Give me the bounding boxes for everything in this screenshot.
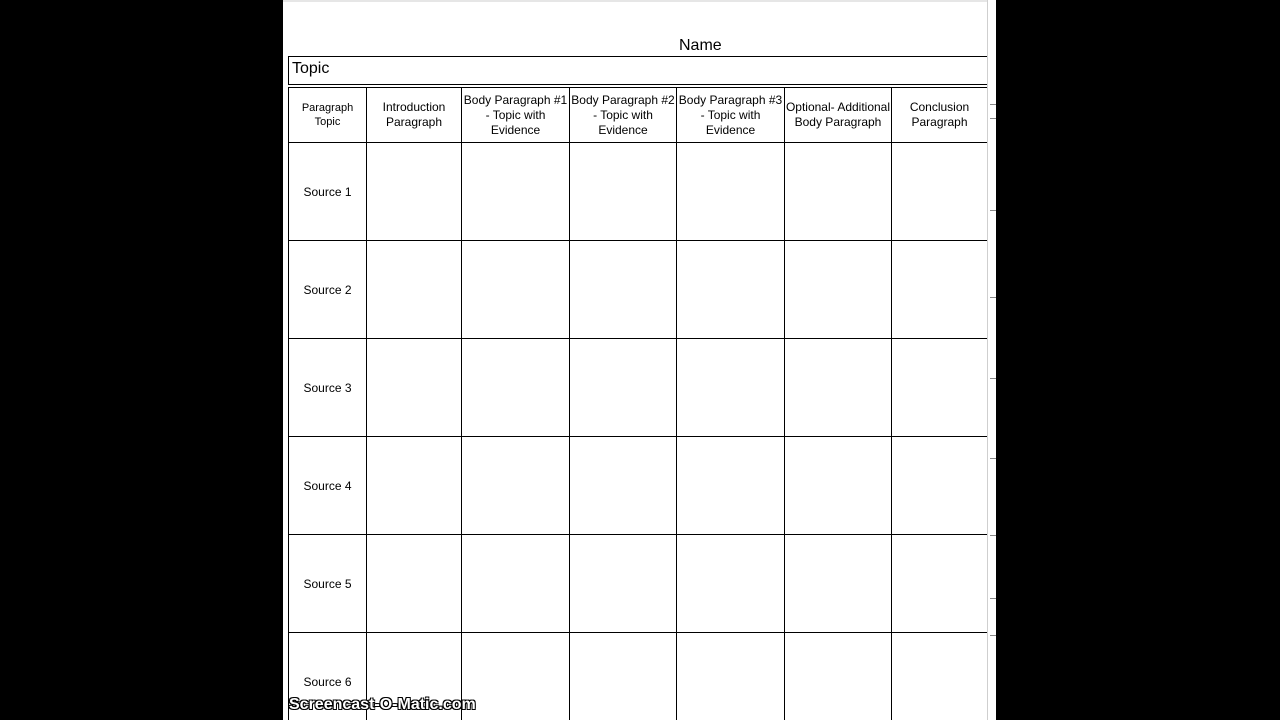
screencast-watermark: Screencast-O-Matic.com (289, 696, 476, 713)
edge-mark (990, 104, 996, 105)
header-conclusion-paragraph: Conclusion Paragraph (892, 88, 988, 143)
edge-mark (990, 297, 996, 298)
grid-cell (462, 437, 570, 535)
table-row (289, 241, 988, 339)
edge-mark (990, 378, 996, 379)
grid-cell (367, 437, 462, 535)
worksheet-page (283, 0, 996, 720)
grid-cell (892, 437, 988, 535)
grid-cell (677, 339, 785, 437)
grid-cell (785, 535, 892, 633)
row-label-source-5: Source 5 (289, 535, 367, 633)
table-row (289, 143, 988, 241)
grid-cell (677, 143, 785, 241)
table-row (289, 437, 988, 535)
grid-cell (570, 339, 677, 437)
header-introduction-paragraph: Introduction Paragraph (367, 88, 462, 143)
edge-mark (990, 210, 996, 211)
header-optional-additional-body: Optional- Additional Body Paragraph (785, 88, 892, 143)
grid-cell (570, 633, 677, 720)
grid-cell (677, 437, 785, 535)
grid-cell (462, 535, 570, 633)
grid-header-row (289, 88, 988, 143)
grid-cell (892, 535, 988, 633)
name-label: Name (679, 37, 722, 54)
header-body-paragraph-2: Body Paragraph #2 - Topic with Evidence (570, 88, 677, 143)
header-body-paragraph-3: Body Paragraph #3 - Topic with Evidence (677, 88, 785, 143)
grid-cell (892, 339, 988, 437)
grid-cell (462, 143, 570, 241)
grid-cell (785, 339, 892, 437)
grid-cell (892, 143, 988, 241)
grid-cell (785, 437, 892, 535)
topic-row (288, 56, 988, 85)
edge-mark (990, 598, 996, 599)
grid-cell (462, 241, 570, 339)
grid-cell (570, 437, 677, 535)
grid-cell (677, 633, 785, 720)
header-body-paragraph-1: Body Paragraph #1 - Topic with Evidence (462, 88, 570, 143)
grid-cell (367, 143, 462, 241)
grid-cell (785, 143, 892, 241)
edge-mark (990, 635, 996, 636)
page-top-edge (283, 0, 996, 2)
row-label-source-4: Source 4 (289, 437, 367, 535)
grid-cell (785, 633, 892, 720)
grid-cell (367, 535, 462, 633)
grid-cell (892, 241, 988, 339)
paragraph-source-grid (288, 87, 988, 720)
header-paragraph-topic: Paragraph Topic (289, 88, 367, 143)
grid-cell (785, 241, 892, 339)
row-label-source-1: Source 1 (289, 143, 367, 241)
grid-cell (462, 339, 570, 437)
grid-cell (367, 339, 462, 437)
edge-mark (990, 535, 996, 536)
grid-cell (462, 633, 570, 720)
grid-cell (367, 241, 462, 339)
grid-cell (677, 241, 785, 339)
edge-mark (990, 118, 996, 119)
grid-cell (892, 633, 988, 720)
row-label-source-6: Source 6 (289, 633, 367, 720)
grid-body (289, 143, 988, 720)
grid-cell (677, 535, 785, 633)
adjacent-page-edge (987, 0, 996, 720)
topic-label: Topic (292, 60, 330, 77)
table-row (289, 535, 988, 633)
grid-cell (570, 143, 677, 241)
table-row (289, 339, 988, 437)
grid-cell (570, 241, 677, 339)
edge-mark (990, 458, 996, 459)
row-label-source-2: Source 2 (289, 241, 367, 339)
row-label-source-3: Source 3 (289, 339, 367, 437)
grid-cell (570, 535, 677, 633)
